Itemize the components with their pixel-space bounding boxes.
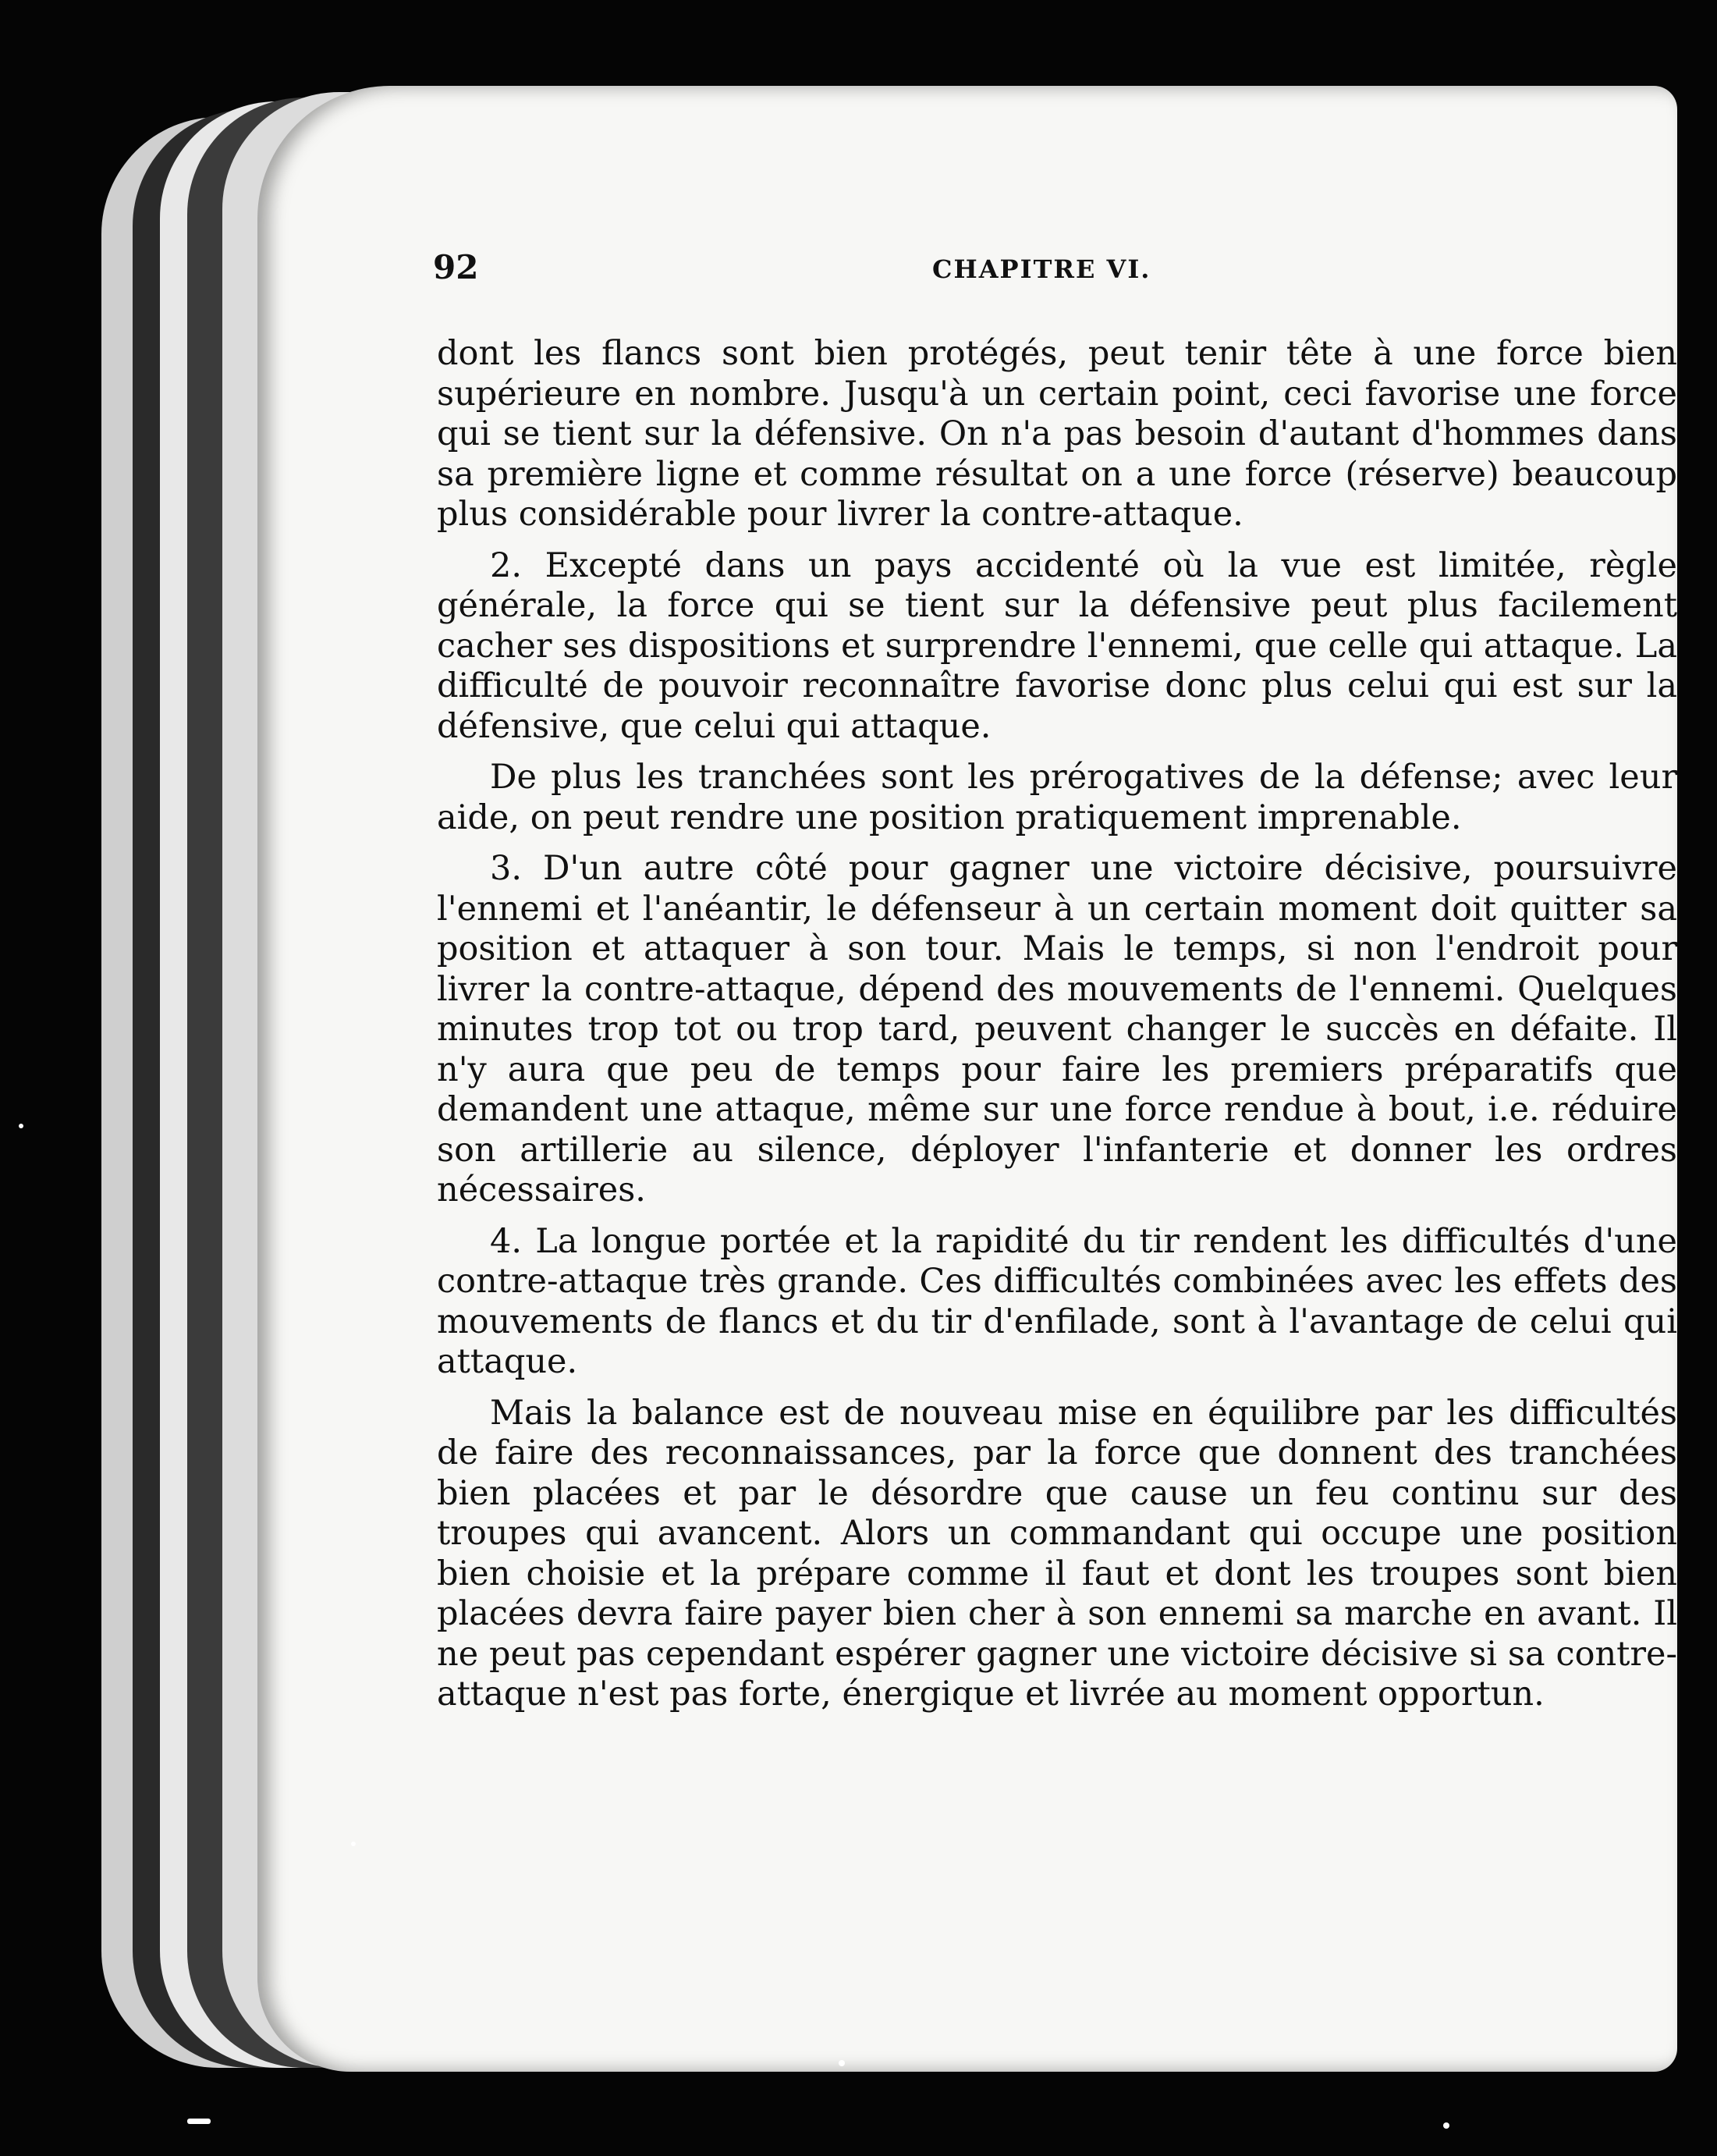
scan-speck (1443, 2122, 1449, 2129)
body-text (437, 334, 1677, 1726)
scan-speck (19, 1124, 23, 1128)
scan-speck (839, 2060, 845, 2066)
chapter-title: CHAPITRE VI. (932, 254, 1151, 284)
scan-speck (351, 1842, 356, 1846)
paragraph-point-2: 2. Excepté dans un pays accidenté où la vue est limitée, règle générale, la force qui se tient sur la défensive peut plus facilement cacher ses dispositions et surprendre l'ennemi, que celle qui attaque. La difficulté de pouvoir reconnaître favorise donc plus celui qui est sur la défensive, que celui qui attaque. (437, 545, 1677, 746)
page-number: 92 (433, 248, 479, 286)
paragraph-point-4: 4. La longue portée et la rapidité du tir rendent les difficultés d'une contre-attaque très grande. Ces difficultés combinées avec les effets des mouvements de flancs et du tir d'enfilade, sont à l'avantage de celui qui attaque. (437, 1221, 1677, 1381)
paragraph-trenches: De plus les tranchées sont les prérogatives de la défense; avec leur aide, on peut rendre une position pratiquement imprenable. (437, 758, 1677, 837)
paragraph-continuation: dont les flancs sont bien protégés, peut tenir tête à une force bien supérieure en nombre. Jusqu'à un certain point, ceci favorise une force qui se tient sur la défensive. On n'a pas besoin d'autant d'hommes dans sa première ligne et comme résultat on a une force (réserve) beaucoup plus considérable pour livrer la contre-attaque. (437, 334, 1677, 534)
paragraph-balance: Mais la balance est de nouveau mise en équilibre par les difficultés de faire des reconnaissances, par la force que donnent des tranchées bien placées et par le désordre que cause un feu continu sur des troupes qui avancent. Alors un commandant qui occupe une position bien choisie et la prépare comme il faut et dont les troupes sont bien placées devra faire payer bien cher à son ennemi sa marche en avant. Il ne peut pas cependant espérer gagner une victoire décisive si sa contre-attaque n'est pas forte, énergique et livrée au moment opportun. (437, 1393, 1677, 1714)
running-header (433, 248, 1681, 295)
scan-speck (187, 2119, 211, 2124)
paragraph-point-3: 3. D'un autre côté pour gagner une victoire décisive, poursuivre l'ennemi et l'anéantir, le défenseur à un certain moment doit quitter sa position et attaquer à son tour. Mais le temps, si non l'endroit pour livrer la contre-attaque, dépend des mouvements de l'ennemi. Quelques minutes trop tot ou trop tard, peuvent changer le succès en défaite. Il n'y aura que peu de temps pour faire les premiers préparatifs que demandent une attaque, même sur une force rendue à bout, i.e. réduire son artillerie au silence, déployer l'infanterie et donner les ordres nécessaires. (437, 849, 1677, 1209)
